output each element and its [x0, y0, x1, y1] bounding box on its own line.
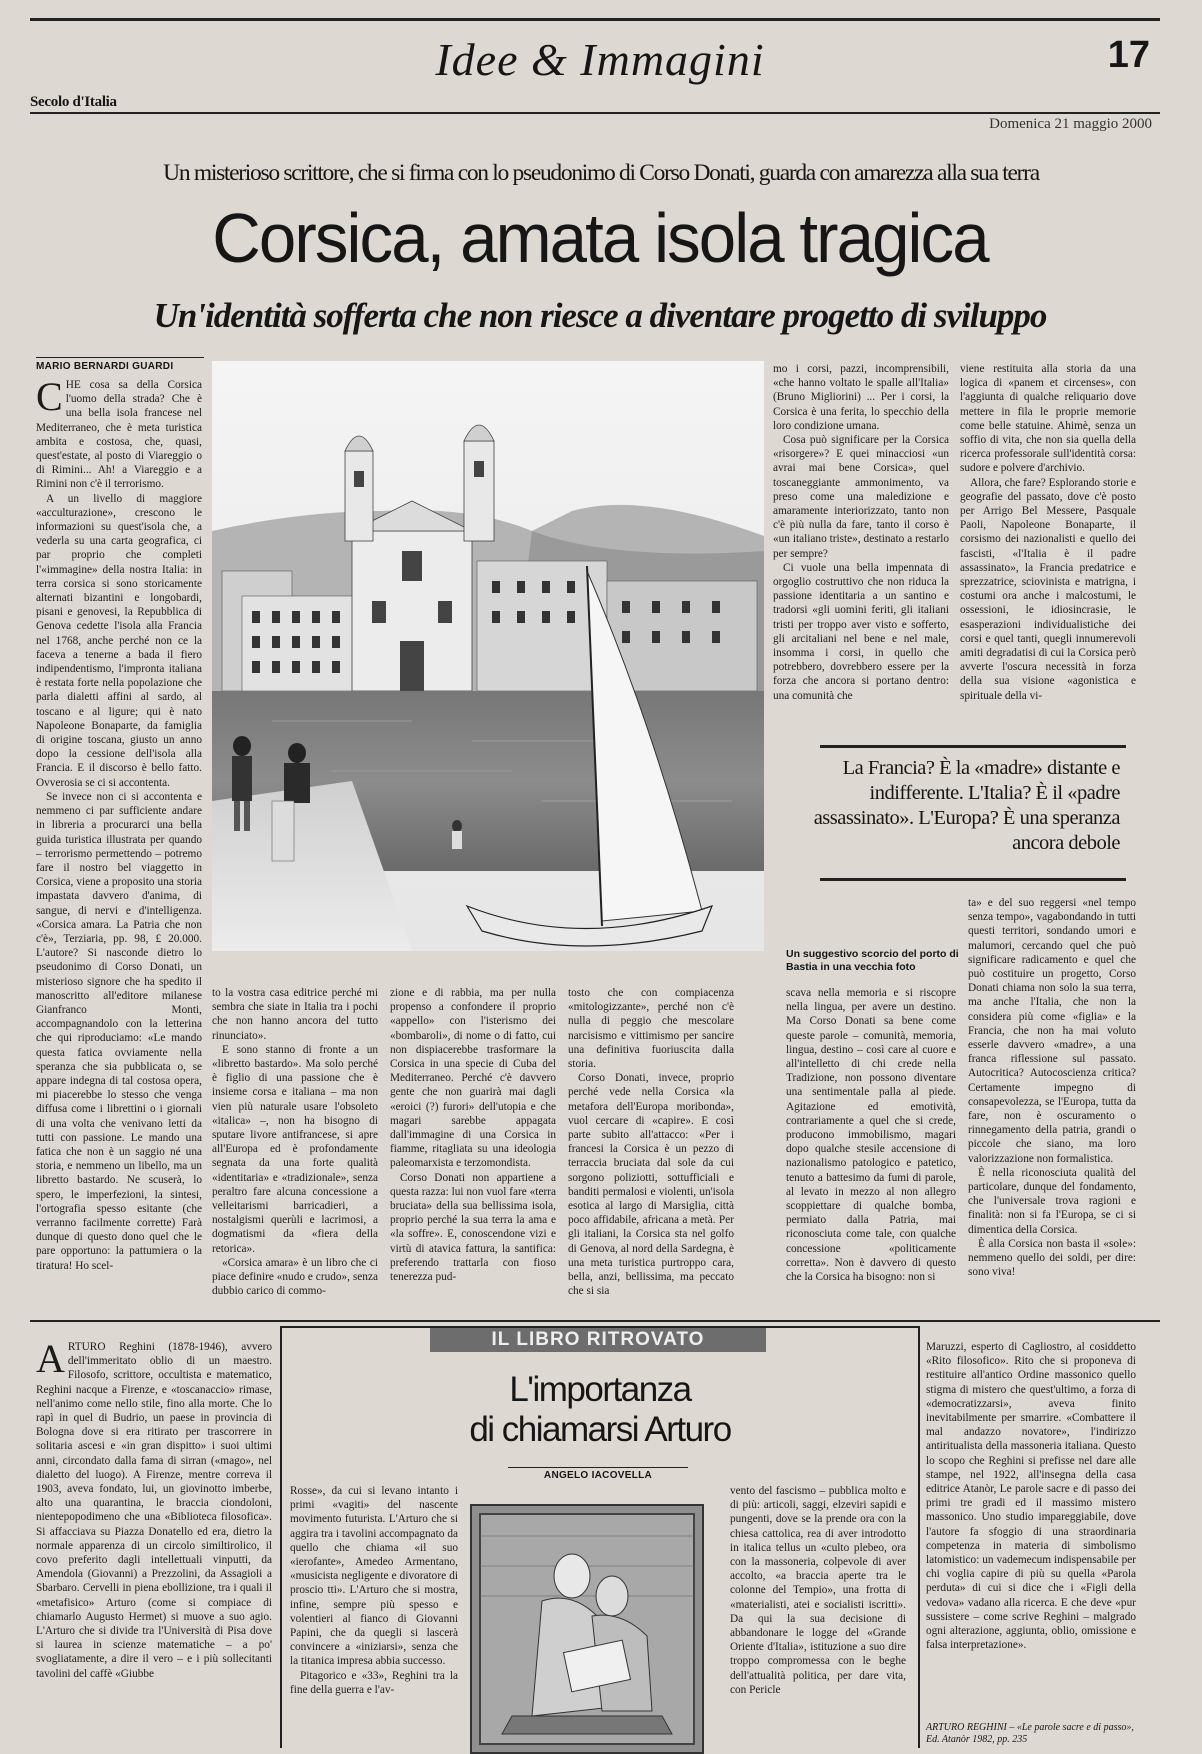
photo-caption: Un suggestivo scorcio del porto di Bastia in una vecchia foto — [786, 948, 959, 973]
article-column-4: tosto che con compiacenza «mitologizzante», perché non c'è nulla di peggio che mescolare narcisismo e vittimismo per sancire una definitiva fuoriuscita dalla storia. Corso Donati, invece, proprio perché vede nella Corsica «la metafora dell'Europa moribonda», vuol cercare di «capire». E così parte subito all'attacco: «Per i francesi la Corsica è un pezzo di terraccia bruciata dal sole da cui sorgono poliziotti, sottufficiali e banditi permalosi e violenti, un'isola esotica al largo di Marsiglia, città poco affidabile, africana a metà. Per gli italiani, la Corsica sta nel golfo di Genova, al nord della Sardegna, è una meta turistica purtroppo cara, bella, anzi, bellissima, ma peccato che si sia — [568, 987, 734, 1298]
sidebar-drop-cap: A — [36, 1340, 65, 1381]
newspaper-name: Secolo d'Italia — [30, 94, 117, 110]
pull-quote-rule-top — [820, 745, 1126, 748]
sidebar-byline-rule — [508, 1467, 688, 1468]
reading-figures-image — [472, 1506, 702, 1752]
sidebar-column-2: Rosse», da cui si levano intanto i primi «vagiti» del nascente movimento futurista. L'Arturo che si aggira tra i tavolini accompagnato da quello che chiama «il suo «ierofante», Amedeo Armentano, «musicista negligente e divoratore di proscio tti». L'Arturo che si mostra, infine, sempre più spesso e volentieri al fianco di Giovanni Papini, che da quegli si lascerà convincere a «iniziarsi», senza che la titanica impresa abbia successo. Pitagorico e «33», Reghini tra la fine della guerra e l'av- — [290, 1485, 458, 1696]
top-rule — [30, 18, 1160, 21]
page-number: 17 — [1107, 34, 1150, 76]
sidebar-column-1: ARTURO Reghini (1878-1946), avvero dell'immeritato oblio di un maestro. Filosofo, scrittore, occultista e matematico, Reghini nacque a Firenze, e «toscanaccio» rimase, nell'animo come nello stile, fino alla morte. Che lo rapì in quel di Budrio, un paese in provincia di Bologna dove si era ritirato per trascorrere in solitaria ascesi e «in gran dispitto» i suoi ultimi anni, circondato dalla fama di sirran («mago», nel dialetto del luogo). A Firenze, mentre correva il 1903, aveva fondato, lui, un giovinotto imberbe, alto una quarantina, le braccia ciondoloni, nientepopodimeno che una «Biblioteca filosofica». Si affacciava su Piazza Donatello ed era, dietro la normale apparenza di un circolo similtirolico, il covo preferito dagli intellettuali vinputti, da Amendola (Giovanni) a Prezzolini, da Assagioli a Sbarbaro. Cervelli in piena ebollizione, tra i quali il «metafisico» Arturo (come si compiace di chiamarlo Augusto Hermet) si muove a suo agio. L'Arturo che si divide tra l'Università di Pisa dove si laurea in scienze matematiche – a po' svogliatamente, a dire il vero – e i più sollecitanti tavolini del caffè «Giubbe — [36, 1340, 272, 1680]
article-column-6-bottom: ta» e del suo reggersi «nel tempo senza tempo», vagabondando in tutti questi territori, sondando umori e malumori, cercando quel che può significare radicamento e quel che può costituire un progetto, Corso Donati chiama non solo la sua terra, ma anche l'Italia, che non la considera più come «figlia» e la Francia, che non ha mai voluto esserle davvero «madre», a una franca riflessione sul passato. Autocritica? Autocoscienza critica? Certamente impegno di consapevolezza, se l'Europa, tutta da fare, non è oscuramento o rinnegamento della patria, grandi o piccole che siano, ma loro valorizzazione non formalistica. È nella riconosciuta qualità del particolare, dunque del fondamento, che l'universale trova ragioni e finalità: non si fa l'Europa, se ci si dimentica della Corsica. È alla Corsica non basta il «sole»: nemmeno quello dei soldi, per dire: sono viva! — [968, 897, 1136, 1279]
byline-rule — [36, 357, 204, 358]
pull-quote-rule-bottom — [820, 878, 1126, 881]
drop-cap: C — [36, 378, 63, 419]
article-column-5-bottom: scava nella memoria e si riscopre nella lingua, per avere un destino. Ma Corso Donati sa bene come queste parole – comunità, memoria, lingua, destino – così care al cuore e all'intelletto di chi crede nella Tradizione, non possono diventare una sentimentale palla al piede. Agitazione ed emotività, contrariamente a quel che si crede, producono immobilismo, magari dopo qualche stesile accensione di nazionalismo patologico e patetico, tenuto a battesimo da fumi di parole, al levato in mezzo al non allegro scoppiettare di qualche bomba, permiato dalla Patria, mai riconosciuta come tale, con qualche concessione «politicamente corretta». Non è davvero di questo che la Corsica ha bisogno: non si — [786, 987, 956, 1284]
subheadline: Un'identità sofferta che non riesce a diventare progetto di sviluppo — [153, 296, 1047, 335]
article-column-2: to la vostra casa editrice perché mi sembra che siate in Italia tra i pochi che non hanno ancora del tutto rinunciato». E sono stanno di fronte a un «libretto bastardo». Ma solo perché è figlio di una passione che è insieme corsa e italiana – ma non vien più naturale usare l'obsoleto «italica» –, non ha bisogno di sputare livore antifrancese, si apre all'Europa ed è profondamente segnata da una forte qualità «identitaria» e «tradizionale», senza peraltro fare alcuna concessione a velleitarismi barricadieri, a nostalgismi querùli e lacrimosi, a dogmatismi da «fiera della retorica». «Corsica amara» è un libro che ci piace definire «nudo e crudo», senza dubbio carico di commo- — [212, 987, 378, 1298]
sidebar-headline-line2: di chiamarsi Arturo — [469, 1410, 731, 1449]
article-column-1: CHE cosa sa della Corsica l'uomo della strada? Che è una bella isola francese nel Mediterraneo, che è meta turistica ambita e costosa, che, quasi, quest'estate, al posto di Viareggio o di Rimini... Ah! a Viareggio e a Rimini non c'è il terrorismo. A un livello di maggiore «acculturazione», crescono le informazioni su quest'isola che, a vederla su una carta geografica, ci par proprio che completi l'«immagine» della nostra Italia: in terra corsica si sono storicamente alternati bizantini e longobardi, pisani e genovesi, la Repubblica di Genova cedette l'isola alla Francia nel 1768, anche perché non ce la faceva a tenerne a bada il fiero indipendentismo, l'impronta italiana è restata forte nella popolazione che parla dialetti affini al sardo, al toscano e al ligure; qui è nato Napoleone Bonaparte, da famiglia di origine toscana, giusto un anno dopo la cessione dell'isola alla Francia. E il discorso è bello fatto. Ovverosia se ci si accontenta. Se invece non ci si accontenta e nemmeno ci par sufficiente andare in libreria a procurarci una bella guida turistica illustrata per quando – terrorismo permettendo – potremo fare il nostro bel viaggetto in Corsica, viene a proposito una storia impastata davvero d'anima, di sangue, di nervi e d'intelligenza. «Corsica amara. La Patria che non c'è», Terziaria, pp. 98, £ 20.000. L'autore? Si nasconde dietro lo pseudonimo di Corso Donati, un misterioso signore che ha spedito il manoscritto all'editore milanese Gianfranco Monti, accompagnandolo con la letterina che qui riproduciamo: «Le mando questa fatica ovviamente nella speranza che sia pubblicata o, se appare indegna di tal costosa opera, mi piacerebbe lo stesso che venga diffusa come i librettini o i giornali di una volta che venivano letti da tutti con passione. Le mando una fatica che non è un saggio né una storia, e nemmeno un libello, ma un libretto bastardo. Ne scuserà, lo spero, le imperfezioni, la sintesi, l'ortografia spesso esitante (che verranno facilmente corrette) Farà dunque di questo dono quel che le pare opportuno: la pattumiera o la tiratura! Ho scel- — [36, 378, 202, 1272]
kicker: Un misterioso scrittore, che si firma con lo pseudonimo di Corso Donati, guarda con amarezza alla sua terra — [163, 160, 1039, 186]
issue-date: Domenica 21 maggio 2000 — [989, 116, 1152, 132]
bastia-port-photo — [212, 361, 764, 951]
sidebar-label: IL LIBRO RITROVATO — [430, 1328, 766, 1352]
byline: MARIO BERNARDI GUARDI — [36, 361, 174, 372]
article-column-6-top: viene restituita alla storia da una logica di «panem et circenses», con l'aggiunta di qualche reliquario dove mettere in fila le proprie memorie come belle statuine. Ahimè, senza un soffio di vita, che non sia quella della ricerca professorale sull'identità corsa: sudore e polvere d'archivio. Allora, che fare? Esplorando storie e geografie del passato, dove c'è posto per Arrigo Bel Messere, Pasquale Paoli, Napoleone Bonaparte, il corsismo dei nazionalisti e quello dei fascisti, «l'Italia è il padre assassinato», la Francia predatrice e sprezzatrice, sciovinista e matrigna, i costumi ora anche i malcostumi, le ossessioni, le idiosincrasie, le esasperazioni individualistiche dei corsi e quel tanti, quegli innumerevoli amiti degradatisi di cui la Corsica però avverte l'oscura necessità in forza della sua visione «agonistica e spirituale della vi- — [960, 363, 1136, 702]
headline: Corsica, amata isola tragica — [212, 199, 988, 277]
sidebar-byline: ANGELO IACOVELLA — [543, 1470, 653, 1481]
pull-quote: La Francia? È la «madre» distante e indifferente. L'Italia? È il «padre assassinato». L'Europa? È una speranza ancora debole — [813, 757, 1120, 854]
bastia-port-image — [212, 361, 764, 951]
sidebar-column-3: vento del fascismo – pubblica molto e di più: articoli, saggi, elzeviri sapidi e pungenti, dove se la prende ora con la chiesa cattolica, rea di aver introdotto in italica tellus un «culto plebeo, ora con la massoneria, colpevole di aver accolto, «a braccia aperte tra le colonne del Tempio», una frotta di «materialisti, atei e socialisti iscritti». Da qui la sua decisione di abbandonare le logge del «Grande Oriente d'Italia», istituzione a suo dire troppo compromessa con le beghe dell'attualità politica, per dare vita, con Pericle — [730, 1485, 906, 1696]
sidebar-headline — [300, 1370, 900, 1450]
header-rule — [30, 112, 1160, 114]
section-divider — [30, 1320, 1160, 1322]
engraving-illustration — [470, 1504, 704, 1754]
section-title: Idee & Immagini — [435, 34, 765, 85]
book-reference: ARTURO REGHINI – «Le parole sacre e di passo», Ed. Atanòr 1982, pp. 235 — [926, 1722, 1134, 1745]
article-column-3: zione e di rabbia, ma per nulla propenso a confondere il proprio «appello» con l'isterismo dei «bombaroli», di nome o di fatto, cui non dispiacerebbe trasformare la Corsica in una specie di Cuba del Mediterraneo. Perché c'è davvero gente che non guarirà mai dagli «eroici (?) furori» dell'utopia e che magari sarebbe appagata dall'immagine di una Corsica in fiamme, ritagliata su una ideologia paleomarxista e terzomondista. Corso Donati non appartiene a questa razza: lui non vuol fare «terra bruciata» della sua bellissima isola, proprio perché la sua terra la ama e «la soffre». E, conoscendone vizi e virtù di atavica fattura, la santifica: preferendo trattarla con fioso tenerezza pud- — [390, 987, 556, 1284]
sidebar-headline-line1: L'importanza — [509, 1370, 691, 1409]
article-column-5-top: mo i corsi, pazzi, incomprensibili, «che hanno voltato le spalle all'Italia» (Bruno Migliorini) ... Per i corsi, la Corsica è una ferita, lo specchio della loro condizione umana. Cosa può significare per la Corsica «risorgere»? E quei minacciosi «un avrai mai bene Corsica», quel toscaneggiante ammonimento, va preso come una maledizione e amaramente interiorizzato, tanto non c'è più nulla da fare, tanto il corso è «un italiano triste», destinato a restarlo per sempre? Ci vuole una bella impennata di orgoglio costruttivo che non riduca la passione identitaria a un santino e tradorsi «gli uomini feriti, gli italiani tristi per troppo aver visto e sofferto, gli arcitaliani nel bene e nel male, insomma i corsi, in quello che potrebbero, dovrebbero essere per la forza che ancora si portano dentro: una comunità che — [773, 363, 949, 702]
sidebar-column-4: Maruzzi, esperto di Cagliostro, al cosiddetto «Rito filosofico». Rito che si proponeva di restituire all'antico Ordine massonico quello stigma di mistero che quest'ultimo, a forza di «democratizzarsi», aveva finito inevitabilmente per smarrire. «Combattere il mal andazzo novatore», l'indirizzo antiritualista della massoneria italiana. Questo lo scopo che Reghini si prefisse nel dare alle stampe, nel 1922, all'insegna della casa editrice Atanòr, Le parole sacre e di passo dei primi tre gradi ed il massimo mistero massonico. Uno studio impareggiabile, dove l'autore fa sfoggio di una straordinaria competenza in materia di simbolismo latomistico: un vademecum indispensabile per chi voglia capire di più su quella «Parola perduta» di cui si dice che i «Figli della vedova» vadano alla ricerca. E che deve «pur sussistere – come scrive Reghini – malgrado ogni alterazione, aggiunta, oblio, omissione e falsa interpretazione». — [926, 1341, 1136, 1652]
